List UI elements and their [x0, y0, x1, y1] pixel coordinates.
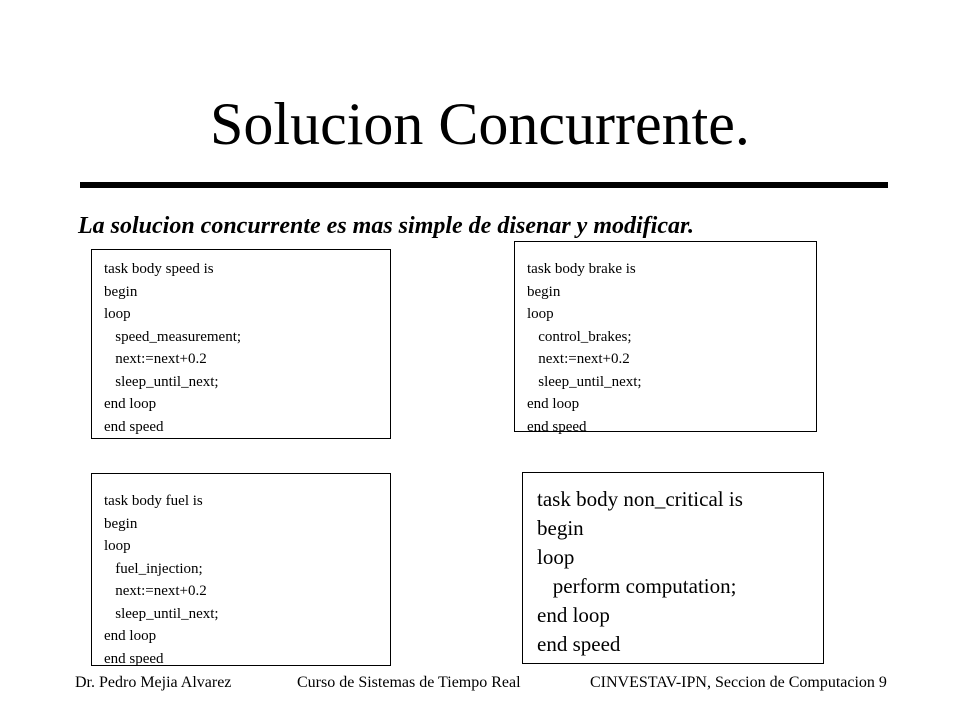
footer-course: Curso de Sistemas de Tiempo Real: [297, 674, 521, 691]
code-line: loop: [104, 538, 131, 554]
footer-institution: CINVESTAV-IPN, Seccion de Computacion 9: [590, 674, 887, 691]
code-line: next:=next+0.2: [104, 583, 207, 599]
code-line: loop: [104, 306, 131, 322]
code-line: speed_measurement;: [104, 328, 242, 345]
brake-task-code-box: [514, 241, 817, 435]
code-line: begin: [104, 515, 138, 532]
code-line: end speed: [537, 632, 621, 656]
code-line: task body fuel is: [104, 493, 203, 509]
code-line: next:=next+0.2: [527, 351, 630, 367]
code-line: next:=next+0.2: [104, 351, 207, 367]
slide-subtitle: La solucion concurrente es mas simple de disenar y modificar.: [78, 213, 694, 239]
code-line: begin: [527, 283, 561, 300]
code-line: loop: [527, 306, 554, 322]
code-line: sleep_until_next;: [104, 373, 219, 390]
code-line: loop: [537, 545, 575, 569]
code-line: task body brake is: [527, 261, 636, 277]
footer-author: Dr. Pedro Mejia Alvarez: [75, 674, 232, 691]
code-line: end loop: [537, 603, 610, 627]
code-line: sleep_until_next;: [527, 373, 642, 390]
code-line: end loop: [104, 396, 157, 412]
code-line: task body non_critical is: [537, 487, 743, 511]
non-critical-task-code-box: [522, 472, 824, 664]
code-line: perform computation;: [537, 574, 737, 598]
fuel-task-code-box: [91, 473, 391, 666]
code-line: end speed: [527, 418, 587, 435]
code-line: begin: [104, 283, 138, 300]
code-line: end speed: [104, 418, 164, 435]
title-divider: [80, 182, 888, 188]
code-line: task body speed is: [104, 261, 214, 277]
slide-title: Solucion Concurrente.: [210, 91, 750, 157]
code-line: end loop: [527, 396, 580, 412]
code-line: end loop: [104, 628, 157, 644]
speed-task-code-box: [91, 249, 391, 439]
code-line: begin: [537, 516, 584, 540]
code-line: control_brakes;: [527, 328, 632, 345]
code-line: fuel_injection;: [104, 560, 203, 577]
code-line: sleep_until_next;: [104, 605, 219, 622]
code-line: end speed: [104, 650, 164, 667]
